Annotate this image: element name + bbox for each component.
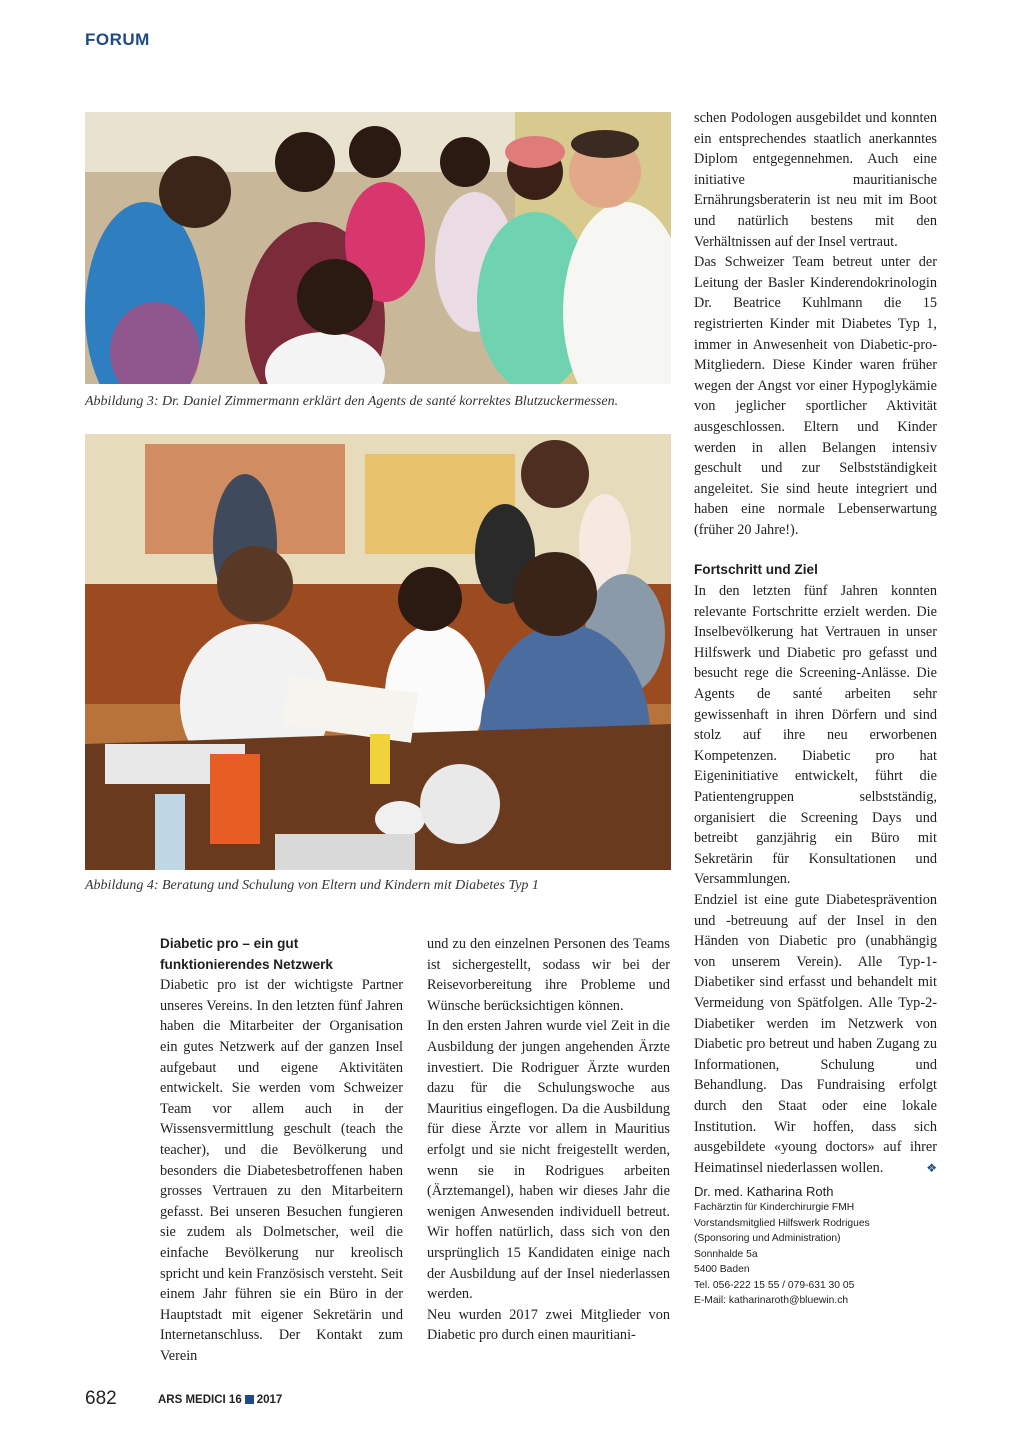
- author-line: Tel. 056-222 15 55 / 079-631 30 05: [694, 1279, 855, 1291]
- photo-counseling-session: [85, 434, 671, 870]
- author-line: Fachärztin für Kinderchirurgie FMH: [694, 1202, 855, 1213]
- author-name: Dr. med. Katharina Roth: [694, 1184, 834, 1199]
- author-block: [694, 1184, 937, 1309]
- end-mark-icon: ❖: [926, 1160, 937, 1175]
- author-line: Vorstandsmitglied Hilfswerk Rodrigues: [694, 1217, 870, 1229]
- article-column-1: [160, 934, 403, 1366]
- paragraph: schen Podologen ausgebildet und konnten ein entsprechendes staatlich anerkanntes Diplom entgegennehmen. Auch eine initiative mauritianische Ernährungsberaterin ist neu mit im Boot und natürlich bestens mit den Verhältnissen auf der Insel vertraut.: [694, 110, 937, 250]
- square-icon: [245, 1395, 254, 1404]
- author-email[interactable]: E-Mail: katharinaroth@bluewin.ch: [694, 1295, 849, 1306]
- journal-year: 2017: [256, 1394, 283, 1406]
- paragraph-text: Endziel ist eine gute Diabetesprävention und -betreuung auf der Insel in den Händen von Diabetic pro (unabhängig von unserem Verein). Alle Typ-1-Diabetiker sind erfasst und behandelt mit Vermeidung von Spätfolgen. Alle Typ-2-Diabetiker werden im Netzwerk von Diabetic pro betreut und haben Zugang zu Informationen, Schulung und Behandlung. Das Fundraising erfolgt durch den Staat oder eine lokale Institution. Wir hoffen, dass sich ausgebildete «young doctors» auf ihrer Heimatinsel niederlassen wollen.: [694, 891, 937, 1176]
- author-line: (Sponsoring und Administration): [694, 1233, 841, 1244]
- journal-footer: [158, 1394, 282, 1406]
- photo-blood-glucose-demo: [85, 112, 671, 384]
- section-heading-network: Diabetic pro – ein gut funktionierendes Netzwerk: [160, 936, 333, 972]
- figure-4-caption: Abbildung 4: Beratung und Schulung von Eltern und Kindern mit Diabetes Typ 1: [85, 878, 539, 893]
- section-heading-progress: Fortschritt und Ziel: [694, 562, 818, 578]
- journal-name: ARS MEDICI 16: [158, 1394, 242, 1406]
- paragraph: Das Schweizer Team betreut unter der Leitung der Basler Kinderendokrinologin Dr. Beatrice Kuhlmann die 15 registrierten Kinder mit Diabetes Typ 1, immer in Anwesenheit von Diabetic-pro-Mitgliedern. Diese Kinder waren früher wegen der Angst vor einer Hypoglykämie von jeglicher sportlicher Aktivität ausgeschlossen. Eltern und Kinder werden in allen Belangen intensiv geschult und zur Selbstständigkeit angeleitet. Sie sind heute integriert und haben eine normale Lebenserwartung (früher 20 Jahre!).: [694, 254, 937, 538]
- author-line: Sonnhalde 5a: [694, 1248, 758, 1260]
- figure-3-caption: Abbildung 3: Dr. Daniel Zimmermann erklärt den Agents de santé korrektes Blutzuckermessen.: [85, 394, 619, 409]
- article-column-2: [427, 934, 670, 1346]
- paragraph: In den ersten Jahren wurde viel Zeit in die Ausbildung der jungen angehenden Ärzte investiert. Die Rodriguer Ärzte wurden dazu für die Schulungswoche aus Mauritius eingeflogen. Da die Ausbildung für diese Ärzte vor allem in Mauritius erfolgt und sie nicht freigestellt werden, wenn sie in Rodrigues arbeiten (Ärztemangel), haben wir dieses Jahr die wenigen Anwesenden individuell betreut. Wir hoffen natürlich, dass sich von den ursprünglich 15 Kandidaten einige nach der Ausbildung auf der Insel niederlassen werden.: [427, 1018, 670, 1303]
- page-number: 682: [85, 1388, 117, 1409]
- section-label: FORUM: [85, 30, 150, 49]
- author-line: 5400 Baden: [694, 1264, 750, 1275]
- paragraph: und zu den einzelnen Personen des Teams ist sichergestellt, sodass wir bei der Reisevorbereitung ihre Probleme und Wünsche berücksichtigen können.: [427, 936, 670, 1014]
- article-column-3: [694, 108, 937, 1178]
- paragraph: Diabetic pro ist der wichtigste Partner unseres Vereins. In den letzten fünf Jahren haben die Mitarbeiter der Organisation ein gutes Netzwerk auf der ganzen Insel aufgebaut und eigene Aktivitäten entwickelt. Sie werden vom Schweizer Team vor allem auch in der Wissensvermittlung geschult (teach the teacher), und die Bevölkerung und besonders die Diabetesbetroffenen haben grosses Vertrauen zu den Mitarbeitern gefasst. Bei unseren Besuchen fungieren sie zudem als Dolmetscher, weil die einfache Bevölkerung nur kreolisch spricht und kein Französisch versteht. Seit einem Jahr führen sie ein Büro in der Hauptstadt mit eigener Sekretärin und Internetanschluss. Der Kontakt zum Verein: [160, 977, 403, 1364]
- paragraph: In den letzten fünf Jahren konnten relevante Fortschritte erzielt werden. Die Inselbevölkerung hat Vertrauen in unser Hilfswerk und Diabetic pro gefasst und besucht rege die Screening-Anlässe. Die Agents de santé arbeiten sehr gewissenhaft in ihren Dörfern und sind stolz auf ihre neu erworbenen Kompetenzen. Diabetic pro hat Eigeninitiative entwickelt, führt die Patientengruppen selbstständig, organisiert die Screening Days und betreibt ganzjährig ein Büro mit Sekretärin für Konsultationen und Versammlungen.: [694, 583, 937, 888]
- paragraph: [694, 890, 937, 1178]
- paragraph: Neu wurden 2017 zwei Mitglieder von Diabetic pro durch einen mauritiani-: [427, 1306, 670, 1344]
